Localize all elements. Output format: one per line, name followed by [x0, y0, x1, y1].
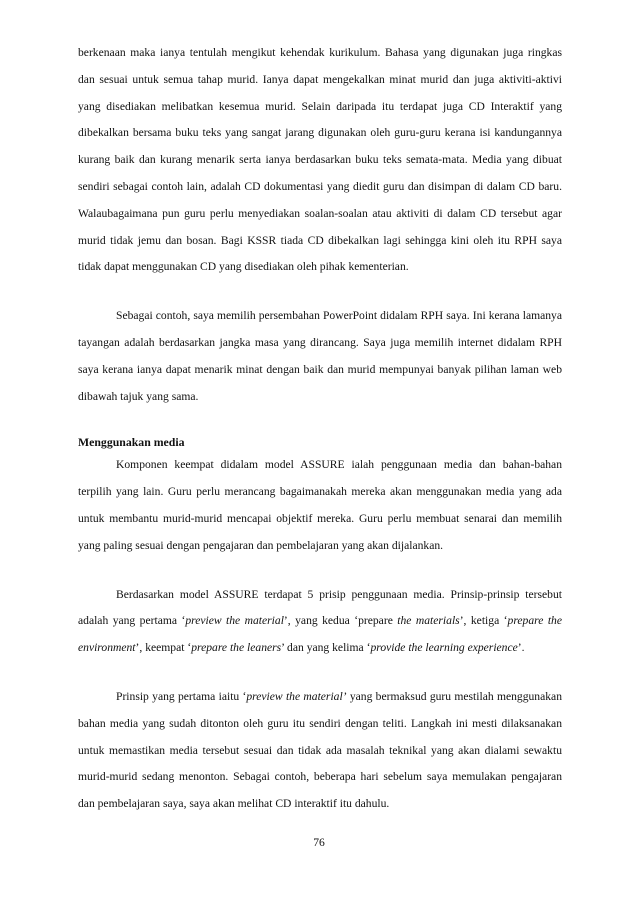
section-heading: Menggunakan media	[78, 435, 185, 450]
page-number: 76	[313, 836, 325, 849]
p4-italic: prepare the leaners	[191, 641, 282, 655]
p4-italic: prepare the environment	[78, 614, 562, 655]
p5-text: Prinsip yang pertama iaitu ‘	[116, 689, 247, 703]
paragraph-4	[78, 582, 562, 662]
p4-italic: the materials	[397, 614, 460, 628]
document-page	[78, 40, 562, 818]
p4-text: ’ dan yang kelima ‘	[281, 641, 371, 655]
paragraph-5	[78, 684, 562, 818]
p5-text: yang bermaksud guru mestilah menggunakan bahan media yang sudah ditonton oleh guru itu sendiri dengan teliti. Langkah ini mesti dilaksanakan untuk memastikan media tersebut sesuai dan tidak ada masalah teknikal yang akan dialami sewaktu murid-murid sedang menonton. Sebagai contoh, beberapa hari sebelum saya memulakan pengajaran dan pembelajaran saya, saya akan melihat CD interaktif itu dahulu.	[78, 689, 562, 811]
paragraph-1: berkenaan maka ianya tentulah mengikut kehendak kurikulum. Bahasa yang digunakan juga ringkas dan sesuai untuk semua tahap murid. Ianya dapat mengekalkan minat murid dan juga aktiviti-aktivi yang disediakan melibatkan kesemua murid. Selain daripada itu terdapat juga CD Interaktif yang dibekalkan bersama buku teks yang sangat jarang digunakan oleh guru-guru kerana isi kandungannya kurang baik dan kurang menarik serta ianya berdasarkan buku teks semata-mata. Media yang dibuat sendiri sebagai contoh lain, adalah CD dokumentasi yang diedit guru dan disimpan di dalam CD baru. Walaubagaimana pun guru perlu menyediakan soalan-soalan atau aktiviti di dalam CD tersebut agar murid tidak jemu dan bosan. Bagi KSSR tiada CD dibekalkan lagi sehingga kini oleh itu RPH saya tidak dapat menggunakan CD yang disediakan oleh pihak kementerian.	[78, 46, 562, 274]
p4-italic: provide the learning experience	[370, 641, 518, 655]
p4-text: ’.	[517, 641, 525, 655]
paragraph-3: Komponen keempat didalam model ASSURE ialah penggunaan media dan bahan-bahan terpilih yang lain. Guru perlu merancang bagaimanakah mereka akan menggunakan media yang ada untuk membantu murid-murid mencapai objektif mereka. Guru perlu membuat senarai dan memilih yang paling sesuai dengan pengajaran dan pembelajaran yang akan dijalankan.	[78, 458, 562, 552]
p4-text: ’, keempat ‘	[135, 641, 192, 655]
p4-text: Berdasarkan model ASSURE terdapat 5 prisip penggunaan media. Prinsip-prinsip tersebut adalah yang pertama ‘	[78, 587, 562, 628]
p5-italic: preview the material’	[246, 689, 347, 703]
paragraph-2: Sebagai contoh, saya memilih persembahan PowerPoint didalam RPH saya. Ini kerana lamanya tayangan adalah berdasarkan jangka masa yang dirancang. Saya juga memilih internet didalam RPH saya kerana ianya dapat menarik minat dengan baik dan murid mempunyai banyak pilihan laman web dibawah tajuk yang sama.	[78, 309, 562, 403]
p4-text: ’, ketiga ‘	[459, 614, 508, 628]
p4-italic: preview the material	[185, 614, 284, 628]
p4-text: ’, yang kedua ‘prepare	[283, 614, 398, 628]
